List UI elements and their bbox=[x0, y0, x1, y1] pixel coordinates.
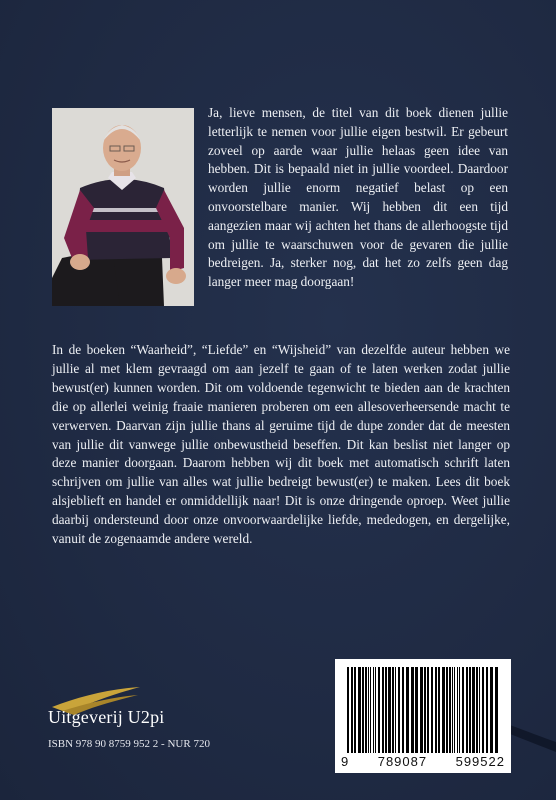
author-photo bbox=[52, 108, 194, 306]
barcode-right-group: 599522 bbox=[455, 754, 505, 769]
barcode-lead-digit: 9 bbox=[341, 754, 350, 769]
isbn-line: ISBN 978 90 8759 952 2 - NUR 720 bbox=[48, 738, 210, 750]
publisher-name: Uitgeverij U2pi bbox=[48, 707, 165, 727]
isbn-barcode bbox=[335, 659, 511, 773]
intro-paragraph: Ja, lieve mensen, de titel van dit boek dienen jullie letterlijk te nemen voor jullie eigen bestwil. Er gebeurt zoveel op aarde waar jullie helaas geen idee van hebben. Dit is bepaald niet in jullie voordeel. Daardoor worden jullie enorm negatief belast op een onvoorstelbare manier. Wij hebben dit een tijd aangezien maar wij achten het thans de allerhoogste tijd om jullie te waarschuwen voor de gevaren die jullie bedreigen. Ja, sterker nog, dat het zo zelfs geen dag langer meer mag doorgaan! bbox=[208, 105, 508, 290]
barcode-bars bbox=[345, 667, 501, 753]
barcode-digits bbox=[335, 754, 511, 769]
barcode-left-group: 789087 bbox=[377, 754, 428, 769]
main-paragraph: In de boeken “Waarheid”, “Liefde” en “Wijsheid” van dezelfde auteur hebben we jullie al met klem gevraagd om aan jezelf te gaan of te laten werken zodat jullie bewust(er) kunnen worden. Dit om voldoende tegenwicht te bieden aan de krachten die op allerlei weinig fraaie manieren proberen om een allesoverheersende macht te verwerven. Daarvan zijn jullie thans al geruime tijd de dupe zonder dat de meesten van jullie dit vanwege jullie onbewustheid beseffen. Dit kan beslist niet langer op deze manier doorgaan. Daarom hebben wij dit boek met automatisch schrift laten schrijven om jullie van alles wat jullie bedreigt bewust(er) te maken. Lees dit boek alsjeblieft en handel er onmiddellijk naar! Dit is onze dringende oproep. Weet jullie daarbij ondersteund door onze onvoorwaardelijke liefde, mededogen, en dergelijke, vanuit de zogenaamde andere wereld. bbox=[52, 342, 510, 547]
